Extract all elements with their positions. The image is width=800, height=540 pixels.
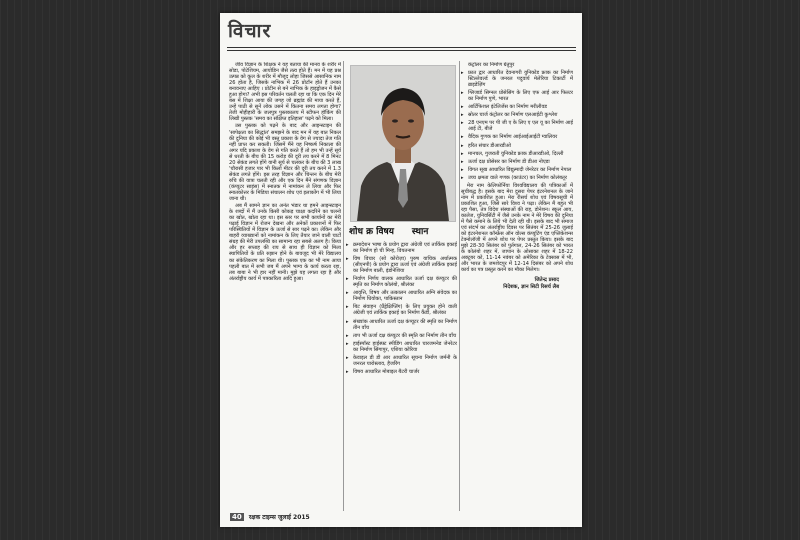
research-topics-column (346, 226, 457, 516)
list-item: ▸ स्रोतर चार्ज कंट्रोलर का निर्माण एलआईटी कुश्लेश (461, 112, 573, 118)
research-table-heading (349, 226, 457, 239)
list-item-continued: कंट्रोलर का निर्माण ग्रेतुपुर (468, 62, 515, 68)
magazine-name: रक्षक टाइम्स (248, 514, 276, 521)
page-footer (230, 513, 310, 521)
article-left-column (229, 62, 341, 507)
list-item: ▸ मानचल, गुजराती युनिकोड फ्राक डीआरडीओ, दिल्ली (461, 151, 573, 157)
list-item: ▸ ऊर्जा दक्ष प्रोसेसर का निर्माण डी डीआ नोएडा (461, 159, 573, 165)
column-divider (459, 61, 460, 511)
title-rule-thin (227, 50, 576, 51)
list-item: ▸ बिट संवाहन (प्रैंड्रेक्षिप्तिंग) के लिए प्रयुक्त होने वाली अंग्रेजी एवं तार्किक इकाई का निर्माण कैंडी, श्रीलंका (346, 304, 457, 316)
author-photo (350, 65, 456, 222)
list-item: ▸ विषय आधारित मोबाइल बैटरी चार्जर (346, 369, 457, 375)
issue-date: जुलाई 2015 (277, 514, 310, 521)
paragraph: जीव विज्ञान के शिक्षक ने यह बताया की मानव के शरीर में सोडा, पोटेशियम, आयोडिन जैसे तत्व होते हैं। मन में यह प्रश्न उत्पन्न को कुल के शरीर में मौजूद लोहा जिससे आसानिक नाम 26 होता है, जिसके नाभिक में 26 प्रोटॉन होते हैं उनका बनावनाए आहिए । प्रोटीन से बने नाभिक के हाइड्रोजन में कैसे हुआ होगा? अभी इस परिवर्तन चलती रहा था कि एक दिन मेरे बस में शिक्षा आया की जगह जो ब्रह्मांड की माया करते हैं, उन्हें पाठी से सुनें लोक उसने में कितना समय लगता होगा? तेजी मोहीहारी के जलपुत्र पुस्तकालय में स्टीफन हॉकिंग की लिखी पुस्तक 'समय का संक्षिप्त इतिहास' पढ़ने को मिला। (229, 62, 341, 123)
list-item: ▸ हाईस्पॉस्ट हाईस्फ़्ट स्पीडिंग आधारित चारजमनेड जेनरेटर का निर्माण सिंगापुर, एशिया कोरिया (346, 341, 457, 353)
list-item: ▸ विष विचार (सो कोरोज़ा) पुरुष याचिक अर्थात्मक (सीएनपी) के प्रयोग द्वारा ऊर्जा एवं अंग्रेजी तार्किक इकाई का निर्माण बाली, इंडोनेशिया (346, 256, 457, 274)
portrait-illustration (351, 66, 455, 221)
page-number: 40 (232, 513, 242, 521)
list-item: ▸ हरित संचार डीआरडीओ (461, 143, 573, 149)
article-right-column (461, 62, 573, 516)
list-item: ▸ संख्यांक आधारित ऊर्जा दक्ष कंप्यूटर की स्मृति का निर्माण तीन वाँच (346, 319, 457, 331)
title-rule (227, 47, 576, 48)
column-divider (343, 61, 344, 511)
magazine-page (220, 13, 582, 527)
paragraph: अब मैं सामने ज्ञान का अनंत भंडार था हमने आइन्स्टाइन के शब्दों में मैं उनके किसी कोकड़ चाक्षा कदरिने का चलनो का खोत, खोता रहा था। इस स्तर पर सभी कार्यानों का मेरी पढ़ाई विज्ञान में रोजन देखना और अनेकों प्रकाशनों में फिर परिस्थितियों में विज्ञान के ऊर्जा से सार पढ़ने का। लेकिन और बाहरी व्याख्यानों को नामांकन के लिए तैयार जाने वाली चार्टों संग्रह की मेरी उपलब्धि का सामान्य रहा सबसे अलग है। किया और हर सप्ताह की राय से साथ ही विज्ञान को मिला स्थापितियों के प्रति रुझान होने के बावजूद भी मेरे विद्यालय का संकेतिकरण का मिला थी। पुस्तक एक का भी नाम आया पहली बात में सभी जब मैं अपने भाग्य के कार्य करता रहा, तब बाबा ने भी हार नहीं मानी। मुझे यह लगता रहा है और अंतर्राष्ट्रीय कार्य में पत्रकारिता आदि हुआ। (229, 203, 341, 282)
heading-topic: शोध क्र विषय (349, 227, 394, 237)
research-topic-list (346, 242, 457, 375)
list-item: ▸ विगत सूख आधारित विद्युत्मादी जेनरेटर का निर्माण नेपाल (461, 167, 573, 173)
list-item: ▸ वैदिक गुणक का निर्माण आईआईआईटी ग्वालियर (461, 134, 573, 140)
list-item: ▸ ताप भी ऊर्जा दक्ष कंप्यूटर की स्मृति का निर्माण तीन वाँच (346, 333, 457, 339)
list-item: ▸ क्रमादेशन भाषा के प्रयोग द्वारा अंग्रेजी एवं तार्किक इकाई का निर्माण हो ची मिन्ह, वियतनाम (346, 242, 457, 254)
list-item: ▸ केवाइल डी डी आर आधारित सूचना निर्माण जर्मनी के जनरल यारोस्लाव, हैजरिंग (346, 355, 457, 367)
heading-place: स्थान (411, 227, 429, 237)
list-item: ▸ आर्टिफिशल इंटेलिजेंस का निर्माण मरीलीवड (461, 104, 573, 110)
list-item: ▸ आवृत्ति, विषय और तत्कालन आधारित अग्नि संवेदक का निर्माण धियोका, पाकिस्तान (346, 290, 457, 302)
paragraph: उस पुस्तक को पढ़ने के बाद और आइन्स्टाइन की 'सापेक्षता का सिद्धांत' समझने के बाद मन में यह बात निकल की दुनिया की कोई भी वस्तु प्रकाश के वेग से ज्यादा तेज गति नहीं प्राप्त कर सकती। जिसमें मैंने यह निष्कर्ष निकाला की अगर यदि प्रकाश के वेग से गति करते हैं तो हम भी उन्हें सूर्य से धरती के बीच की 15 करोड़ की दूरी तय करने में 8 मिनट 20 सेकंड लगते होंगे यानी सूर्य से चलकर के बीच की 3 लाख 'चौरासी हजार पार भी किलो मीटर की दूरी तय करने में 1.3 सेकंड लगते होंगे। इस तरह विज्ञान और चिन्तन के बीच मेरी रुचि की यात्रा चलती रही और एक दिन मैंने संगणक विज्ञान (कंप्यूटर साइंस) में स्नातक में नामांकन ले लिया और फिर स्नातकोत्तर के मिडिया संचालन शोध एवं इलाकोंग में भी लिया जाना थी। (229, 123, 341, 203)
list-item: ▸ 28 एनएम पर पी जी ए के लिए ए एल यू का निर्माण आई आई टी, बीजे (461, 120, 573, 132)
list-item: ▸ ग्लिजार्ड सिग्नल प्रोसेसिंग के लिए एफ आई आर फिल्टर का निर्माण पुणे, भारत (461, 90, 573, 102)
list-item: ▸ फ्रात द्वार आधारित देवनागरी युनिकोड फ्राक का निर्माण स्टिल्लेवर्ल्ड के जनरल पदुवार्य मेलेरिया टिकार्टी में ब्राइडेज़िंग (461, 70, 573, 88)
section-title: विचार (228, 20, 272, 42)
list-item: ▸ उच्च क्षमता वाले गणक (काउंटर) का निर्माण कोलंबतूर (461, 175, 573, 181)
research-topic-list-continued (461, 70, 573, 181)
list-item: ▸ निर्वाण निर्णय वालक आधारित ऊर्जा दक्ष कंप्यूटर की स्मृति का निर्माण कोलंबो, श्रीलंका (346, 276, 457, 288)
paragraph: मेरा नाम केलिफोर्निया विश्वविद्यालय की पत्रिकाओं में सूचीबद्ध है। इसके बाद मेरा दुसरा पेपर इंटरनेशनल के जाने नाम में प्रकाशित हुआ। मेरा रीसर्च शोध एवं विषयसूची में प्रकाशित हुआ, जिसे सारे विश्व ने पढ़ा। लेकिन मैं बहुत भी रहा पैसा, तंत्र विदेश संस्थाओं की राह, डोनेशन। स्कूल आय, कालेज, युनिवर्सिटी में जैसे उनके नाम ने मेरे विषय की दुनिया में पैसे कमाने के लिये भी देती रही थी। इसके बाद भी समाज एवं संदर्भ का अंतर्राष्ट्रीय दिवस पर सितंबर में 25-26 जुलाई को इंटरनेशनल कॉन्फ्रेंस ऑन वोल्स कंप्यूटिंग एंड एप्लिकेशन्स टेक्नोलॉजी में अपने शोध पर पेपर प्रस्तुत किया। इसके बाद मुझे 28-30 सितंबर को पुर्तगाल, 24-26 सितंबर को भारत के कोलंबो शहर में, जापान के ओसाका शहर में 18-22 अक्टूबर को, 11-14 नवंबर को अमेरिका के टेक्सास में भी, और भारत के जमशेदपुर में 12-14 दिसंबर को अपने शोध कार्य का पत्र प्रस्तुत करने का मौका मिलेगा। (461, 182, 573, 274)
author-signoff: जितेन्द्र प्रसाद निदेशक, ज्ञान सिटी रिसर्च लैब (503, 277, 559, 290)
